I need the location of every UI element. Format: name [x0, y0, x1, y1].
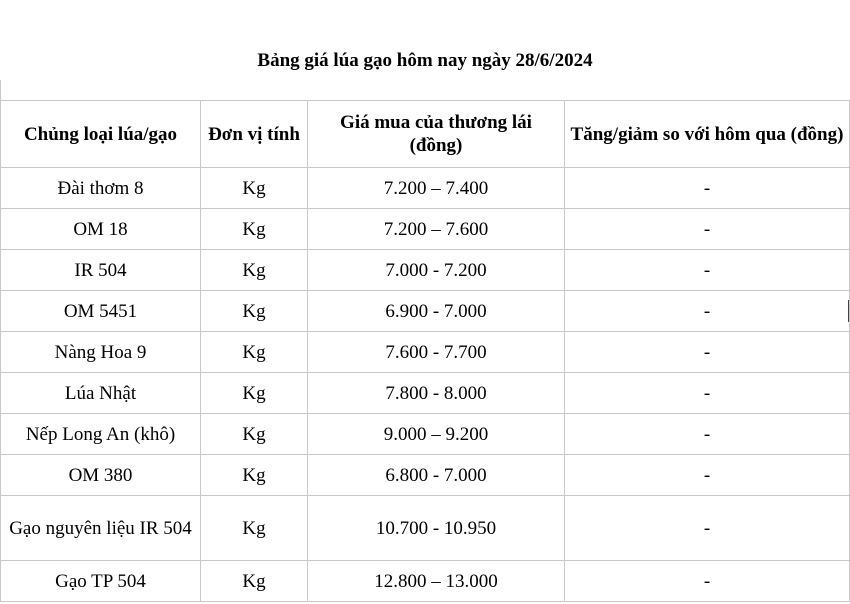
table-title: Bảng giá lúa gạo hôm nay ngày 28/6/2024 — [257, 50, 593, 71]
cell-price: 6.900 - 7.000 — [308, 291, 565, 332]
table-row — [1, 209, 850, 250]
cell-unit: Kg — [201, 291, 308, 332]
cell-type: Gạo nguyên liệu IR 504 — [1, 496, 201, 561]
cell-change: - — [565, 496, 850, 561]
header-price: Giá mua của thương lái (đồng) — [308, 101, 565, 168]
cell-type: Lúa Nhật — [1, 373, 201, 414]
cell-type: OM 18 — [1, 209, 201, 250]
cell-price: 7.200 – 7.600 — [308, 209, 565, 250]
table-row — [1, 455, 850, 496]
header-type: Chủng loại lúa/gạo — [1, 101, 201, 168]
cell-change: - — [565, 373, 850, 414]
cell-unit: Kg — [201, 373, 308, 414]
cell-change: - — [565, 561, 850, 602]
table-row — [1, 373, 850, 414]
rice-price-table — [0, 100, 850, 602]
cell-change: - — [565, 209, 850, 250]
cell-unit: Kg — [201, 168, 308, 209]
cell-unit: Kg — [201, 332, 308, 373]
header-row — [1, 101, 850, 168]
cell-unit: Kg — [201, 496, 308, 561]
cell-unit: Kg — [201, 250, 308, 291]
cell-price: 10.700 - 10.950 — [308, 496, 565, 561]
border-fragment — [0, 80, 1, 100]
cell-change: - — [565, 332, 850, 373]
cell-type: Nàng Hoa 9 — [1, 332, 201, 373]
cell-change: - — [565, 168, 850, 209]
cell-unit: Kg — [201, 209, 308, 250]
cell-type: Đài thơm 8 — [1, 168, 201, 209]
table-row — [1, 332, 850, 373]
cell-unit: Kg — [201, 414, 308, 455]
cell-change: - — [565, 455, 850, 496]
table-row — [1, 291, 850, 332]
table-row — [1, 168, 850, 209]
cell-type: Gạo TP 504 — [1, 561, 201, 602]
cell-type: Nếp Long An (khô) — [1, 414, 201, 455]
cell-price: 6.800 - 7.000 — [308, 455, 565, 496]
table-row — [1, 496, 850, 561]
header-change: Tăng/giảm so với hôm qua (đồng) — [565, 101, 850, 168]
cell-price: 9.000 – 9.200 — [308, 414, 565, 455]
cell-price: 7.200 – 7.400 — [308, 168, 565, 209]
cell-change: - — [565, 250, 850, 291]
cell-unit: Kg — [201, 455, 308, 496]
table-row — [1, 414, 850, 455]
cell-price: 7.000 - 7.200 — [308, 250, 565, 291]
cell-change: - — [565, 291, 850, 332]
cell-type: OM 5451 — [1, 291, 201, 332]
header-unit: Đơn vị tính — [201, 101, 308, 168]
cell-price: 7.600 - 7.700 — [308, 332, 565, 373]
cell-type: OM 380 — [1, 455, 201, 496]
cell-price: 7.800 - 8.000 — [308, 373, 565, 414]
table-row — [1, 561, 850, 602]
cell-unit: Kg — [201, 561, 308, 602]
cell-price: 12.800 – 13.000 — [308, 561, 565, 602]
cell-change: - — [565, 414, 850, 455]
cell-type: IR 504 — [1, 250, 201, 291]
table-row — [1, 250, 850, 291]
